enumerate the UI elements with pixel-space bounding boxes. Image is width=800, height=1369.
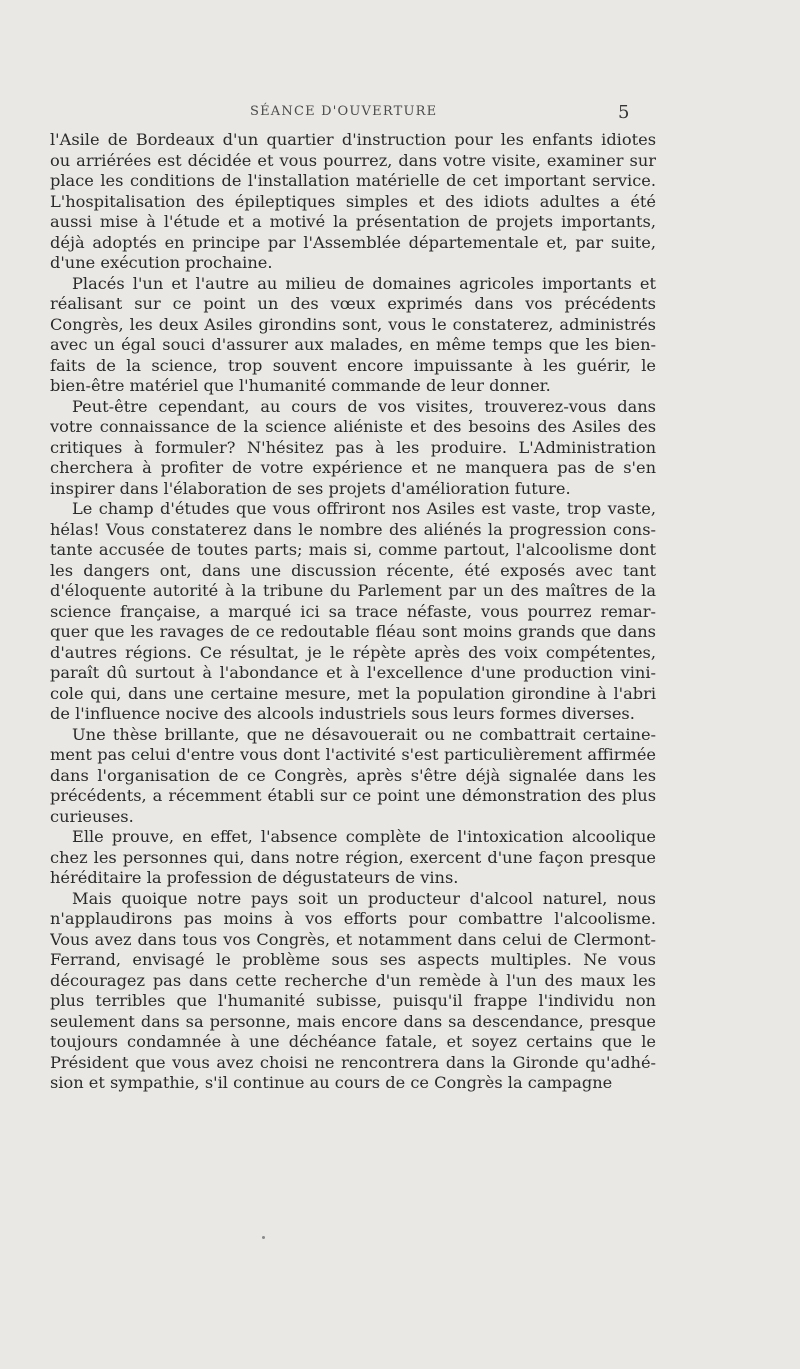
running-title: SÉANCE D'OUVERTURE [250,104,438,119]
text-line: découragez pas dans cette recherche d'un remède à l'un des maux les [50,970,656,990]
text-line: bien-être matériel que l'humanité commande de leur donner. [50,376,551,395]
text-line: chez les personnes qui, dans notre région, exercent d'une façon presque [50,847,656,867]
text-line: faits de la science, trop souvent encore impuissante à les guérir, le [50,355,656,375]
text-line: Placés l'un et l'autre au milieu de domaines agricoles importants et [72,273,656,293]
body-text [50,130,656,1094]
paragraph [50,827,656,889]
text-line: d'autres régions. Ce résultat, je le répète après des voix compétentes, [50,642,656,662]
text-line: Président que vous avez choisi ne rencontrera dans la Gironde qu'adhé- [50,1052,656,1072]
text-line: de l'influence nocive des alcools industriels sous leurs formes diverses. [50,704,635,723]
text-line: les dangers ont, dans une discussion récente, été exposés avec tant [50,560,656,580]
text-line: sion et sympathie, s'il continue au cours de ce Congrès la campagne [50,1073,613,1092]
paragraph [50,889,656,1094]
text-line: dans l'organisation de ce Congrès, après s'être déjà signalée dans les [50,765,656,785]
text-line: quer que les ravages de ce redoutable fléau sont moins grands que dans [50,622,656,641]
text-line: place les conditions de l'installation matérielle de cet important service. [50,171,656,190]
text-line: Congrès, les deux Asiles girondins sont, vous le constaterez, administrés [50,314,656,334]
text-line: curieuses. [50,806,134,826]
text-line: Peut-être cependant, au cours de vos visites, trouverez-vous dans [72,396,656,416]
paragraph [50,499,656,725]
paper-speck [262,1236,265,1239]
text-line: ment pas celui d'entre vous dont l'activité s'est particulièrement affirmée [50,745,656,764]
text-line: déjà adoptés en principe par l'Assemblée départementale et, par suite, [50,232,656,252]
text-line: cole qui, dans une certaine mesure, met la population girondine à l'abri [50,683,656,703]
text-line: n'applaudirons pas moins à vos efforts pour combattre l'alcoolisme. [50,909,656,928]
text-line: réalisant sur ce point un des vœux exprimés dans vos précédents [50,294,656,313]
text-line: héréditaire la profession de dégustateurs de vins. [50,868,459,887]
text-line: hélas! Vous constaterez dans le nombre des aliénés la progression cons- [50,519,656,539]
text-line: d'éloquente autorité à la tribune du Parlement par un des maîtres de la [50,581,656,600]
text-line: seulement dans sa personne, mais encore dans sa descendance, presque [50,1011,656,1031]
text-line: avec un égal souci d'assurer aux malades, en même temps que les bien- [50,335,656,354]
paragraph [50,274,656,397]
text-line: cherchera à profiter de votre expérience et ne manquera pas de s'en [50,458,656,477]
text-line: science française, a marqué ici sa trace néfaste, vous pourrez remar- [50,601,656,621]
text-line: L'hospitalisation des épileptiques simples et des idiots adultes a été [50,191,656,211]
text-line: ou arriérées est décidée et vous pourrez, dans votre visite, examiner sur [50,150,656,170]
text-line: l'Asile de Bordeaux d'un quartier d'instruction pour les enfants idiotes [50,130,656,149]
text-line: Une thèse brillante, que ne désavouerait ou ne combattrait certaine- [72,724,656,744]
text-line: Mais quoique notre pays soit un producteur d'alcool naturel, nous [72,888,656,908]
text-line: plus terribles que l'humanité subisse, puisqu'il frappe l'individu non [50,991,656,1010]
text-line: paraît dû surtout à l'abondance et à l'excellence d'une production vini- [50,663,656,682]
paragraph [50,397,656,500]
paragraph [50,130,656,274]
paragraph [50,725,656,828]
text-line: tante accusée de toutes parts; mais si, comme partout, l'alcoolisme dont [50,540,656,559]
text-line: aussi mise à l'étude et a motivé la présentation de projets importants, [50,212,656,231]
text-line: précédents, a récemment établi sur ce point une démonstration des plus [50,786,656,805]
text-line: votre connaissance de la science aliéniste et des besoins des Asiles des [50,417,656,436]
text-line: d'une exécution prochaine. [50,253,273,272]
text-line: inspirer dans l'élaboration de ses projets d'amélioration future. [50,478,571,498]
text-line: critiques à formuler? N'hésitez pas à les produire. L'Administration [50,437,656,457]
text-line: Elle prouve, en effet, l'absence complète de l'intoxication alcoolique [72,827,656,846]
text-line: Vous avez dans tous vos Congrès, et notamment dans celui de Clermont- [50,929,656,949]
text-line: Ferrand, envisagé le problème sous ses aspects multiples. Ne vous [50,950,656,969]
text-line: Le champ d'études que vous offriront nos Asiles est vaste, trop vaste, [72,499,656,518]
page-number: 5 [618,102,630,123]
running-head [0,102,800,126]
text-line: toujours condamnée à une déchéance fatale, et soyez certains que le [50,1032,656,1051]
